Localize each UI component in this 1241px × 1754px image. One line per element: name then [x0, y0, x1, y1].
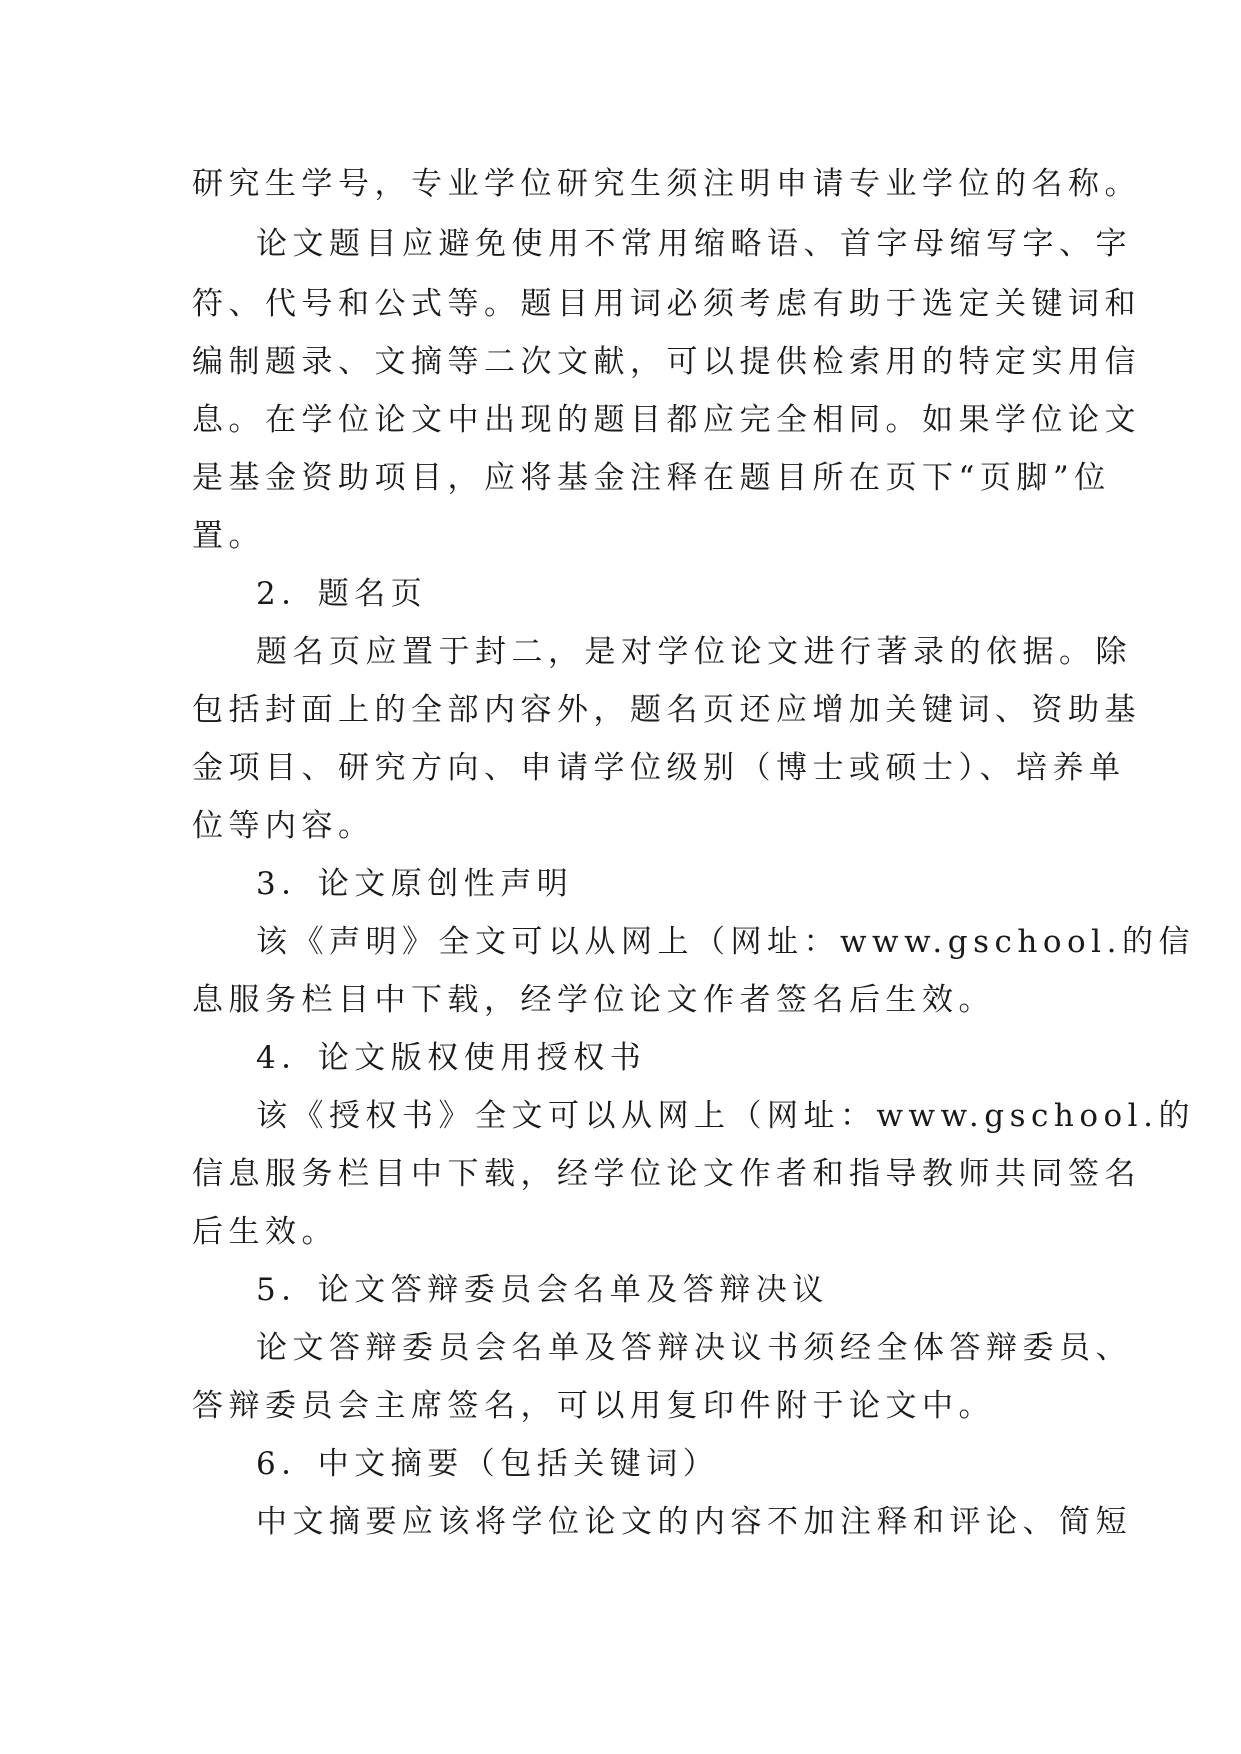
- body-text-line: 置。: [192, 518, 265, 554]
- body-text-line: 答辩委员会主席签名，可以用复印件附于论文中。: [192, 1388, 995, 1424]
- body-text-line: 中文摘要应该将学位论文的内容不加注释和评论、简短: [256, 1504, 1132, 1540]
- body-text-line: 论文答辩委员会名单及答辩决议书须经全体答辩委员、: [256, 1330, 1132, 1366]
- body-text-line: 信息服务栏目中下载，经学位论文作者和指导教师共同签名: [192, 1156, 1141, 1192]
- section-heading: 3．论文原创性声明: [256, 866, 574, 902]
- body-text-line: 包括封面上的全部内容外，题名页还应增加关键词、资助基: [192, 692, 1141, 728]
- section-heading: 2．题名页: [256, 576, 428, 612]
- body-text-line: 息服务栏目中下载，经学位论文作者签名后生效。: [192, 982, 995, 1018]
- body-text-line: 研究生学号，专业学位研究生须注明申请专业学位的名称。: [192, 166, 1141, 202]
- body-text-line: 息。在学位论文中出现的题目都应完全相同。如果学位论文: [192, 402, 1141, 438]
- body-text-line: 是基金资助项目，应将基金注释在题目所在页下“页脚”位: [192, 460, 1111, 496]
- body-text-line: 该《授权书》全文可以从网上（网址：www.gschool.的: [256, 1098, 1195, 1134]
- body-text-line: 后生效。: [192, 1214, 338, 1250]
- body-text-line: 位等内容。: [192, 808, 375, 844]
- section-heading: 6．中文摘要（包括关键词）: [256, 1446, 720, 1482]
- body-text-line: 题名页应置于封二，是对学位论文进行著录的依据。除: [256, 634, 1132, 670]
- section-heading: 4．论文版权使用授权书: [256, 1040, 647, 1076]
- body-text-line: 论文题目应避免使用不常用缩略语、首字母缩写字、字: [256, 226, 1132, 262]
- body-text-line: 金项目、研究方向、申请学位级别（博士或硕士）、培养单: [192, 750, 1126, 786]
- body-text-line: 编制题录、文摘等二次文献，可以提供检索用的特定实用信: [192, 344, 1141, 380]
- section-heading: 5．论文答辩委员会名单及答辩决议: [256, 1272, 829, 1308]
- body-text-line: 该《声明》全文可以从网上（网址：www.gschool.的信: [256, 924, 1195, 960]
- body-text-line: 符、代号和公式等。题目用词必须考虑有助于选定关键词和: [192, 286, 1141, 322]
